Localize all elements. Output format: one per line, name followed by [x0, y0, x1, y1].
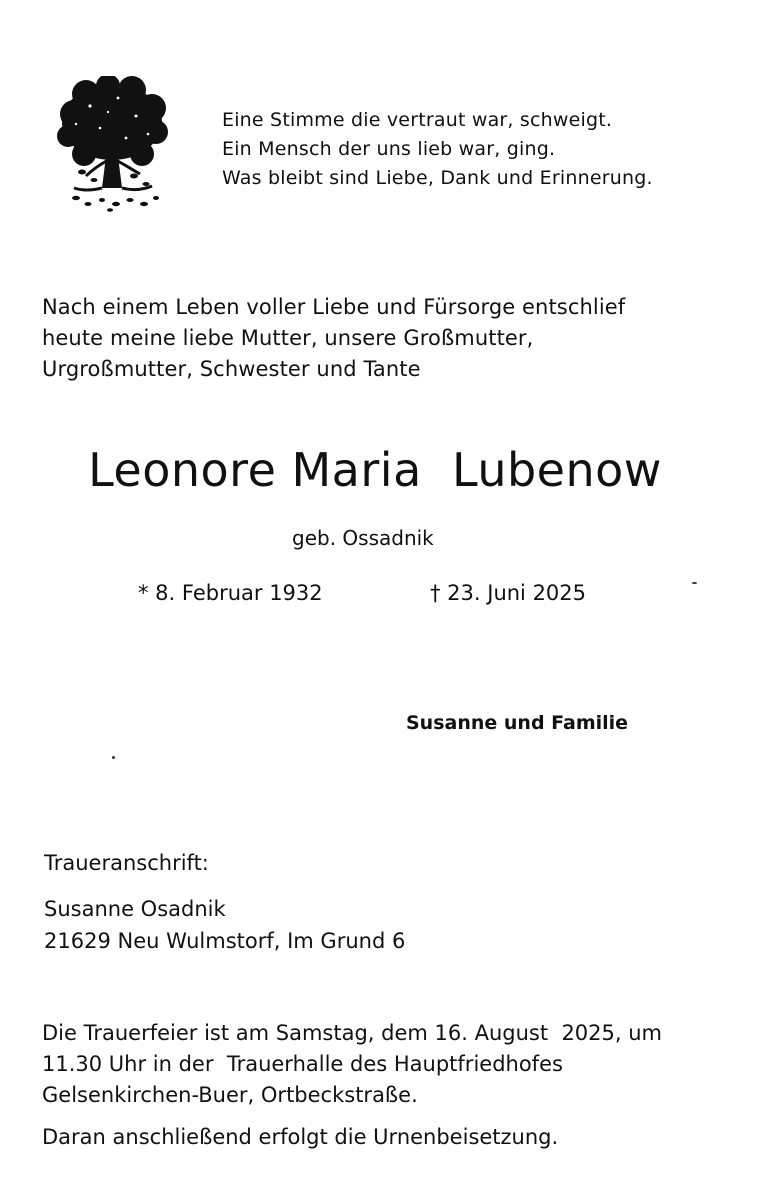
- ceremony-info: [42, 1018, 662, 1111]
- address-street: 21629 Neu Wulmstorf, Im Grund 6: [44, 929, 406, 953]
- ceremony-line: Die Trauerfeier ist am Samstag, dem 16. August 2025, um: [42, 1021, 663, 1045]
- address-label: Traueranschrift:: [44, 851, 209, 875]
- intro-line: heute meine liebe Mutter, unsere Großmutter,: [42, 326, 534, 350]
- scan-speck: [112, 756, 115, 759]
- poem: [222, 106, 653, 193]
- poem-line: Eine Stimme die vertraut war, schweigt.: [222, 109, 613, 131]
- deceased-name: Leonore Maria Lubenow: [88, 443, 662, 497]
- maiden-name: geb. Ossadnik: [292, 526, 434, 550]
- tree-icon: [56, 76, 168, 216]
- intro-text: [42, 292, 625, 385]
- poem-line: Was bleibt sind Liebe, Dank und Erinnerung.: [222, 167, 653, 189]
- scan-speck: [692, 582, 697, 584]
- ceremony-line: 11.30 Uhr in der Trauerhalle des Hauptfriedhofes: [42, 1052, 563, 1076]
- birth-date: * 8. Februar 1932: [138, 581, 323, 605]
- burial-info: Daran anschließend erfolgt die Urnenbeisetzung.: [42, 1125, 559, 1149]
- poem-line: Ein Mensch der uns lieb war, ging.: [222, 138, 556, 160]
- mourners-signature: Susanne und Familie: [406, 712, 629, 734]
- mourning-address: [44, 893, 405, 957]
- address-name: Susanne Osadnik: [44, 897, 226, 921]
- ceremony-line: Gelsenkirchen-Buer, Ortbeckstraße.: [42, 1083, 418, 1107]
- death-date: † 23. Juni 2025: [430, 581, 587, 605]
- intro-line: Nach einem Leben voller Liebe und Fürsorge entschlief: [42, 295, 626, 319]
- intro-line: Urgroßmutter, Schwester und Tante: [42, 357, 421, 381]
